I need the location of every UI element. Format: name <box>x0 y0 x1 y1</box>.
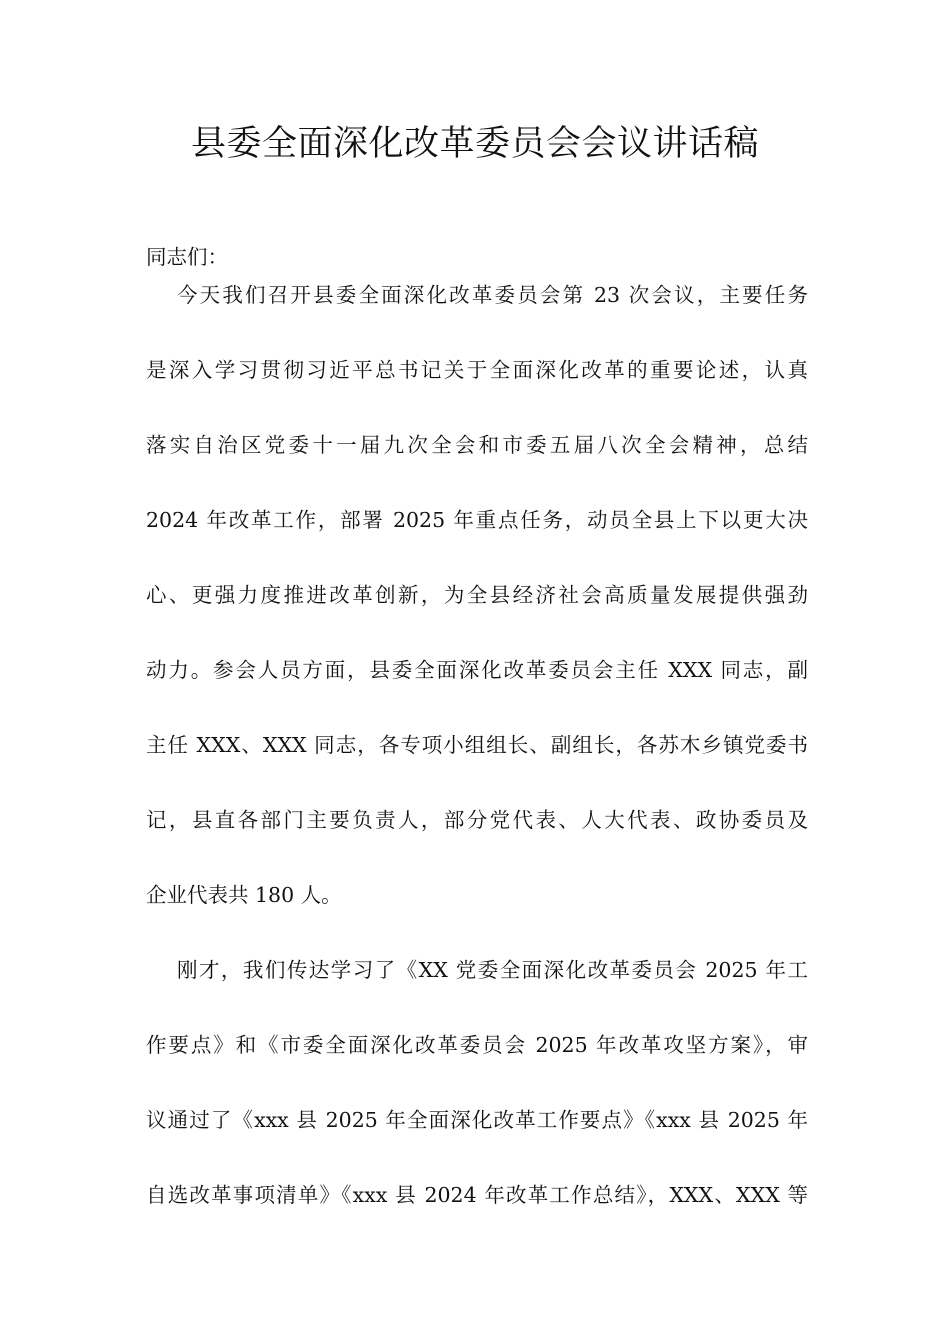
paragraph-2 <box>146 951 808 1251</box>
paragraph-line: 议通过了《xxx 县 2025 年全面深化改革工作要点》《xxx 县 2025 年 <box>146 1108 808 1132</box>
paragraph-line: 作要点》和《市委全面深化改革委员会 2025 年改革攻坚方案》，审 <box>146 1033 808 1057</box>
paragraph-line: 自选改革事项清单》《xxx 县 2024 年改革工作总结》，XXX、XXX 等 <box>146 1183 808 1207</box>
document-body <box>146 238 808 1251</box>
paragraph-line: 心、更强力度推进改革创新，为全县经济社会高质量发展提供强劲 <box>146 583 808 607</box>
paragraph-line: 企业代表共 180 人。 <box>146 883 342 907</box>
paragraph-line: 是深入学习贯彻习近平总书记关于全面深化改革的重要论述，认真 <box>146 358 808 382</box>
paragraph-line: 主任 XXX、XXX 同志，各专项小组组长、副组长，各苏木乡镇党委书 <box>146 733 808 757</box>
paragraph-line: 今天我们召开县委全面深化改革委员会第 23 次会议，主要任务 <box>177 283 808 307</box>
paragraph-line: 动力。参会人员方面，县委全面深化改革委员会主任 XXX 同志，副 <box>146 658 808 682</box>
paragraph-line: 落实自治区党委十一届九次全会和市委五届八次全会精神，总结 <box>146 433 808 457</box>
paragraph-line: 刚才，我们传达学习了《XX 党委全面深化改革委员会 2025 年工 <box>177 958 808 982</box>
page-title: 县委全面深化改革委员会会议讲话稿 <box>190 124 759 164</box>
paragraph-1 <box>146 276 808 951</box>
paragraph-line: 2024 年改革工作，部署 2025 年重点任务，动员全县上下以更大决 <box>146 508 808 532</box>
paragraph-line: 记，县直各部门主要负责人，部分党代表、人大代表、政协委员及 <box>146 808 808 832</box>
salutation: 同志们： <box>146 245 228 269</box>
